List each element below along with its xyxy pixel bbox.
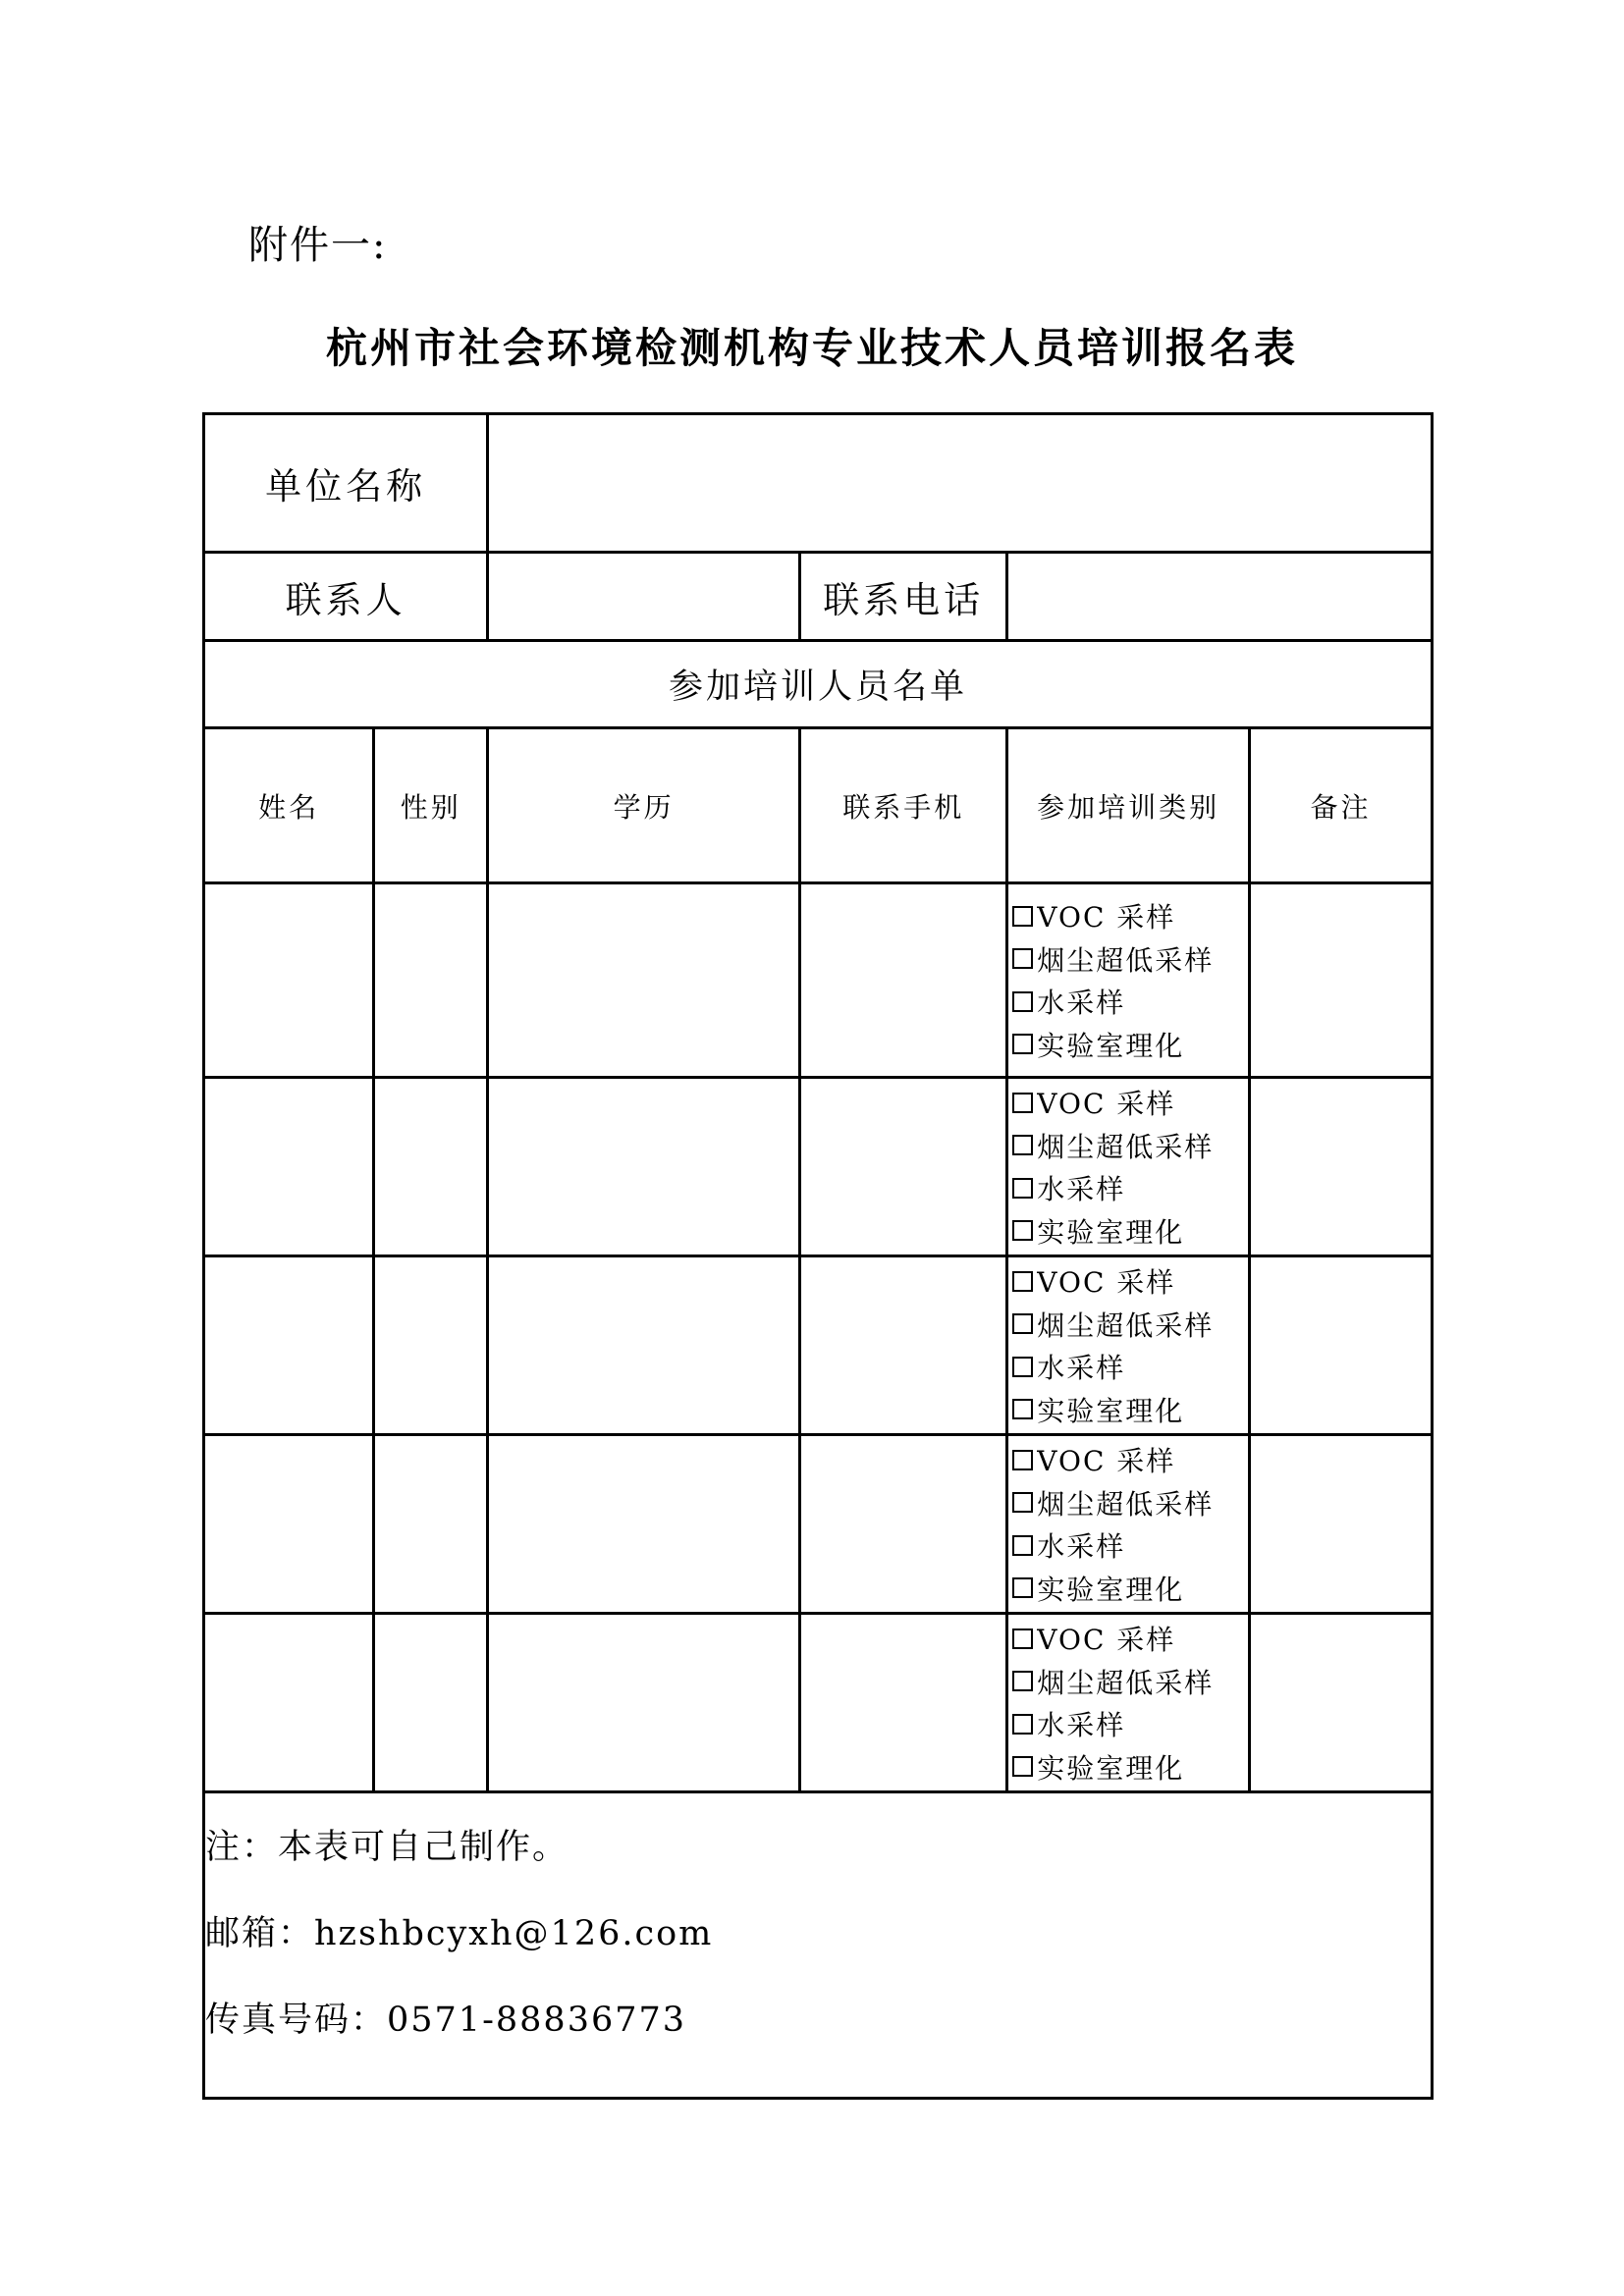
column-header-education: 学历 (488, 728, 800, 883)
column-header-gender: 性别 (374, 728, 488, 883)
category-label: 烟尘超低采样 (1037, 1308, 1215, 1342)
checkbox-icon[interactable] (1012, 948, 1033, 969)
unit-name-label: 单位名称 (204, 414, 488, 553)
category-label: 烟尘超低采样 (1037, 1130, 1215, 1163)
checkbox-icon[interactable] (1012, 991, 1033, 1012)
category-label: VOC 采样 (1037, 1088, 1176, 1121)
category-option-lab[interactable] (1010, 1209, 1248, 1253)
category-option-lab[interactable] (1010, 1567, 1248, 1610)
form-title: 杭州市社会环境检测机构专业技术人员培训报名表 (325, 324, 1298, 372)
note-text: 注：本表可自己制作。 (205, 1828, 569, 1867)
remarks-cell[interactable] (1250, 1078, 1433, 1256)
checkbox-icon[interactable] (1012, 1399, 1033, 1419)
gender-cell[interactable] (374, 883, 488, 1078)
education-cell[interactable] (488, 883, 800, 1078)
category-label: VOC 采样 (1037, 1445, 1176, 1478)
mobile-cell[interactable] (800, 1078, 1007, 1256)
checkbox-icon[interactable] (1012, 1034, 1033, 1054)
attachment-label: 附件一: (248, 223, 388, 268)
notes-row (204, 1792, 1433, 2099)
category-option-voc[interactable] (1010, 1439, 1248, 1482)
table-row (204, 1435, 1433, 1614)
category-option-voc[interactable] (1010, 1082, 1248, 1125)
category-label: VOC 采样 (1037, 1266, 1176, 1300)
table-row (204, 1256, 1433, 1435)
contact-phone-field[interactable] (1007, 553, 1433, 641)
column-header-training-category: 参加培训类别 (1007, 728, 1250, 883)
category-option-voc[interactable] (1010, 895, 1248, 938)
fax-text: 传真号码：0571-88836773 (205, 2001, 687, 2040)
column-header-row (204, 728, 1433, 883)
gender-cell[interactable] (374, 1614, 488, 1792)
training-category-cell (1007, 1078, 1250, 1256)
mobile-cell[interactable] (800, 1256, 1007, 1435)
category-label: 实验室理化 (1037, 1394, 1185, 1427)
category-option-smoke-dust[interactable] (1010, 1303, 1248, 1346)
checkbox-icon[interactable] (1012, 1450, 1033, 1470)
category-option-voc[interactable] (1010, 1618, 1248, 1661)
checkbox-icon[interactable] (1012, 906, 1033, 927)
education-cell[interactable] (488, 1256, 800, 1435)
unit-name-row (204, 414, 1433, 553)
contact-phone-label: 联系电话 (800, 553, 1007, 641)
name-cell[interactable] (204, 1435, 374, 1614)
category-label: 水采样 (1037, 1173, 1126, 1206)
participants-section-title: 参加培训人员名单 (204, 641, 1433, 728)
checkbox-icon[interactable] (1012, 1220, 1033, 1241)
mobile-cell[interactable] (800, 1435, 1007, 1614)
checkbox-icon[interactable] (1012, 1492, 1033, 1513)
training-category-cell (1007, 1614, 1250, 1792)
remarks-cell[interactable] (1250, 1256, 1433, 1435)
name-cell[interactable] (204, 1614, 374, 1792)
gender-cell[interactable] (374, 1256, 488, 1435)
name-cell[interactable] (204, 1256, 374, 1435)
checkbox-icon[interactable] (1012, 1357, 1033, 1377)
category-option-water[interactable] (1010, 1346, 1248, 1389)
category-label: 水采样 (1037, 1352, 1126, 1385)
category-option-smoke-dust[interactable] (1010, 1660, 1248, 1703)
contact-row (204, 553, 1433, 641)
category-label: 实验室理化 (1037, 1029, 1185, 1062)
remarks-cell[interactable] (1250, 1435, 1433, 1614)
education-cell[interactable] (488, 1614, 800, 1792)
category-option-water[interactable] (1010, 1524, 1248, 1568)
checkbox-icon[interactable] (1012, 1271, 1033, 1292)
checkbox-icon[interactable] (1012, 1756, 1033, 1777)
name-cell[interactable] (204, 1078, 374, 1256)
category-option-water[interactable] (1010, 981, 1248, 1024)
remarks-cell[interactable] (1250, 883, 1433, 1078)
contact-person-field[interactable] (488, 553, 800, 641)
category-label: 水采样 (1037, 1709, 1126, 1742)
checkbox-icon[interactable] (1012, 1135, 1033, 1155)
category-label: 水采样 (1037, 987, 1126, 1020)
category-label: 水采样 (1037, 1530, 1126, 1564)
category-option-smoke-dust[interactable] (1010, 1481, 1248, 1524)
category-label: 实验室理化 (1037, 1573, 1185, 1606)
education-cell[interactable] (488, 1435, 800, 1614)
checkbox-icon[interactable] (1012, 1629, 1033, 1649)
category-option-water[interactable] (1010, 1167, 1248, 1210)
checkbox-icon[interactable] (1012, 1535, 1033, 1556)
category-option-lab[interactable] (1010, 1745, 1248, 1789)
category-option-lab[interactable] (1010, 1388, 1248, 1431)
gender-cell[interactable] (374, 1435, 488, 1614)
table-row (204, 883, 1433, 1078)
category-option-smoke-dust[interactable] (1010, 937, 1248, 981)
table-row (204, 1078, 1433, 1256)
remarks-cell[interactable] (1250, 1614, 1433, 1792)
registration-form-table (202, 412, 1434, 2100)
category-option-lab[interactable] (1010, 1023, 1248, 1066)
training-category-cell (1007, 1435, 1250, 1614)
category-label: 实验室理化 (1037, 1215, 1185, 1249)
category-option-voc[interactable] (1010, 1260, 1248, 1304)
checkbox-icon[interactable] (1012, 1178, 1033, 1199)
category-option-smoke-dust[interactable] (1010, 1124, 1248, 1167)
contact-person-label: 联系人 (204, 553, 488, 641)
email-text: 邮箱：hzshbcyxh@126.com (205, 1914, 714, 1953)
category-label: 烟尘超低采样 (1037, 1666, 1215, 1699)
checkbox-icon[interactable] (1012, 1313, 1033, 1334)
training-category-cell (1007, 1256, 1250, 1435)
column-header-mobile: 联系手机 (800, 728, 1007, 883)
table-row (204, 1614, 1433, 1792)
checkbox-icon[interactable] (1012, 1671, 1033, 1691)
education-cell[interactable] (488, 1078, 800, 1256)
unit-name-field[interactable] (488, 414, 1433, 553)
name-cell[interactable] (204, 883, 374, 1078)
section-row (204, 641, 1433, 728)
category-label: 烟尘超低采样 (1037, 943, 1215, 977)
checkbox-icon[interactable] (1012, 1093, 1033, 1113)
column-header-remarks: 备注 (1250, 728, 1433, 883)
gender-cell[interactable] (374, 1078, 488, 1256)
category-label: VOC 采样 (1037, 1624, 1176, 1657)
mobile-cell[interactable] (800, 883, 1007, 1078)
checkbox-icon[interactable] (1012, 1714, 1033, 1735)
column-header-name: 姓名 (204, 728, 374, 883)
notes-cell (204, 1792, 1433, 2099)
training-category-cell (1007, 883, 1250, 1078)
checkbox-icon[interactable] (1012, 1577, 1033, 1598)
category-label: 烟尘超低采样 (1037, 1487, 1215, 1521)
category-label: 实验室理化 (1037, 1751, 1185, 1785)
mobile-cell[interactable] (800, 1614, 1007, 1792)
category-label: VOC 采样 (1037, 901, 1176, 934)
category-option-water[interactable] (1010, 1703, 1248, 1746)
